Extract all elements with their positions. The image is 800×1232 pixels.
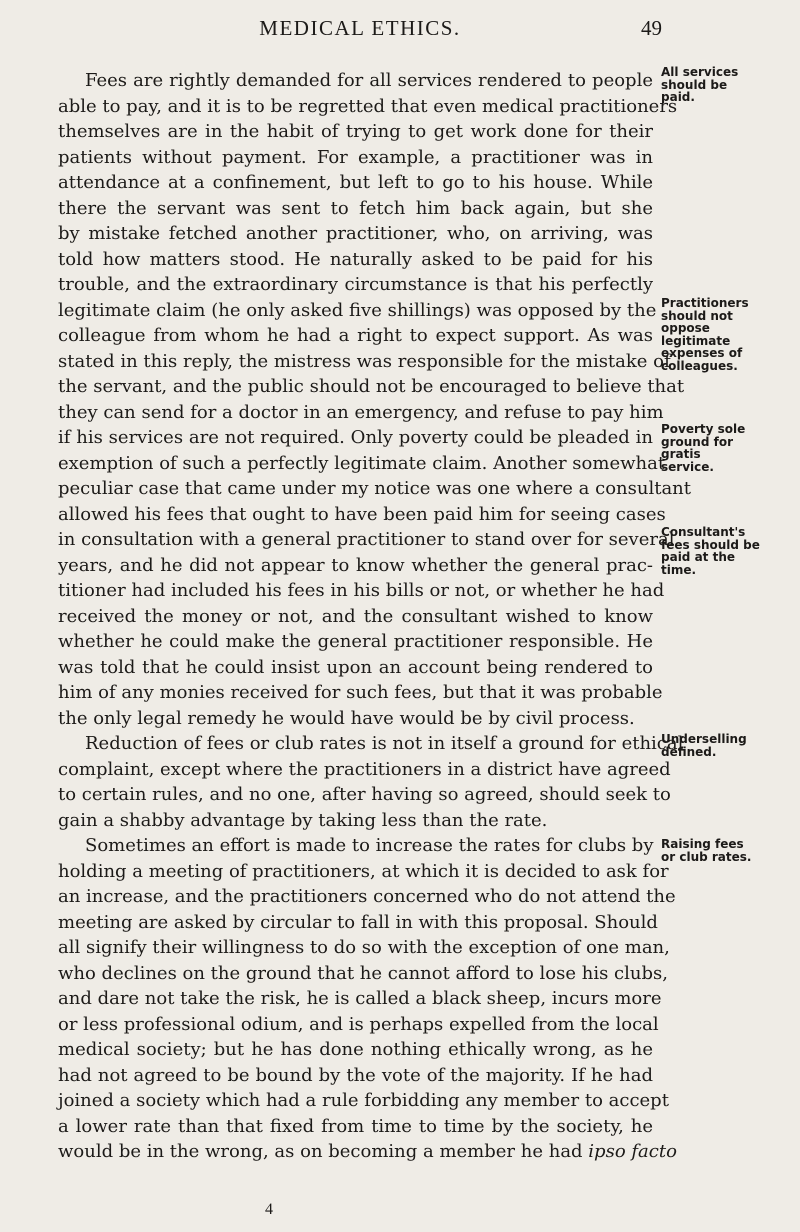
text-line: allowed his fees that ought to have been paid him for seeing cases [58,503,666,525]
margin-note [661,297,799,372]
text-line: able to pay, and it is to be regretted that even medical practitioners [58,95,678,117]
text-line: attendance at a confinement, but left to go to his house. While [58,172,653,193]
text-line: legitimate claim (he only asked five shillings) was opposed by the [58,299,657,321]
text-line: told how matters stood. He naturally asked to be paid for his [58,248,653,270]
latin-phrase: ipso facto [588,1141,677,1162]
margin-note-line: Underselling [661,732,747,746]
text-line: stated in this reply, the mistress was responsible for the mistake of [58,350,671,372]
margin-note-line: colleagues. [661,358,738,373]
text-line: trouble, and the extraordinary circumstance is that his perfectly [58,274,653,295]
margin-note-line: defined. [661,744,717,759]
text-line: gain a shabby advantage by taking less than the rate. [58,809,548,831]
margin-note-line: All services [661,65,739,79]
text-line: to certain rules, and no one, after having so agreed, should seek to [58,784,671,805]
text-line: him of any monies received for such fees, but that it was probable [58,682,663,703]
text-line: joined a society which had a rule forbidding any member to accept [58,1090,669,1111]
text-line: would be in the wrong, as on becoming a member he had ipso facto [58,1141,677,1162]
text-line: all signify their willingness to do so with the exception of one man, [58,937,670,958]
margin-note-line: should be [661,77,728,92]
text-line: an increase, and the practitioners concerned who do not attend the [58,886,676,907]
text-line: holding a meeting of practitioners, at which it is decided to ask for [58,860,669,882]
margin-note-line: Raising fees [661,837,744,851]
text-line: they can send for a doctor in an emergency, and refuse to pay him [58,401,664,423]
text-line: in consultation with a general practitioner to stand over for several [58,529,675,550]
text-line: who declines on the ground that he cannot afford to lose his clubs, [58,962,668,984]
text-line: received the money or not, and the consultant wished to know [58,605,653,627]
margin-note-line: gratis [661,447,701,461]
margin-note [661,526,799,576]
text-line: years, and he did not appear to know whether the general prac- [58,554,653,576]
margin-note-line: legitimate [661,333,731,348]
margin-note-line: expenses of [661,346,743,360]
margin-note-line: fees should be [661,537,760,552]
text-line: a lower rate than that fixed from time to time by the society, he [58,1115,653,1137]
text-line: whether he could make the general practitioner responsible. He [58,631,653,652]
running-head [58,16,662,44]
text-line: exemption of such a perfectly legitimate claim. Another somewhat [58,452,666,474]
margin-note-line: or club rates. [661,849,752,864]
margin-note-line: Consultant's [661,525,746,539]
text-line: Reduction of fees or club rates is not in itself a ground for ethical [85,733,684,754]
margin-note-line: Poverty sole [661,422,746,436]
margin-note-line: should not [661,308,733,323]
margin-note [661,66,799,104]
text-line: or less professional odium, and is perhaps expelled from the local [58,1013,659,1035]
margin-note-line: Practitioners [661,296,749,310]
margin-note [661,838,799,863]
signature-mark: 4 [265,1201,273,1218]
margin-note-line: time. [661,562,697,577]
text-line: there the servant was sent to fetch him back again, but she [58,197,653,219]
margin-note [661,733,799,758]
text-line: the only legal remedy he would have would be by civil process. [58,707,635,729]
text-line: patients without payment. For example, a practitioner was in [58,146,653,168]
text-line: titioner had included his fees in his bills or not, or whether he had [58,580,665,601]
margin-note [661,423,799,473]
margin-note-line: service. [661,459,714,474]
text-line: complaint, except where the practitioners in a district have agreed [58,758,671,780]
margin-note-line: oppose [661,321,710,335]
margin-note-line: paid at the [661,550,735,564]
margin-note-line: ground for [661,434,733,449]
text-line: the servant, and the public should not be encouraged to believe that [58,376,685,397]
running-title: MEDICAL ETHICS. [259,16,461,40]
text-line: by mistake fetched another practitioner, who, on arriving, was [58,223,653,244]
text-line: peculiar case that came under my notice was one where a consultant [58,478,692,499]
text-line: colleague from whom he had a right to expect support. As was [58,325,653,346]
text-line: had not agreed to be bound by the vote of the majority. If he had [58,1064,653,1086]
margin-note-line: paid. [661,90,695,104]
text-line: and dare not take the risk, he is called a black sheep, incurs more [58,988,662,1009]
text-line: meeting are asked by circular to fall in with this proposal. Should [58,911,658,933]
page-number: 49 [641,16,662,40]
text-line: medical society; but he has done nothing ethically wrong, as he [58,1039,653,1060]
text-line: was told that he could insist upon an account being rendered to [58,656,653,678]
text-line: Fees are rightly demanded for all services rendered to people [85,70,653,91]
text-line: if his services are not required. Only poverty could be pleaded in [58,427,653,448]
text-line: themselves are in the habit of trying to get work done for their [58,121,653,142]
text-line: Sometimes an effort is made to increase the rates for clubs by [85,835,654,856]
